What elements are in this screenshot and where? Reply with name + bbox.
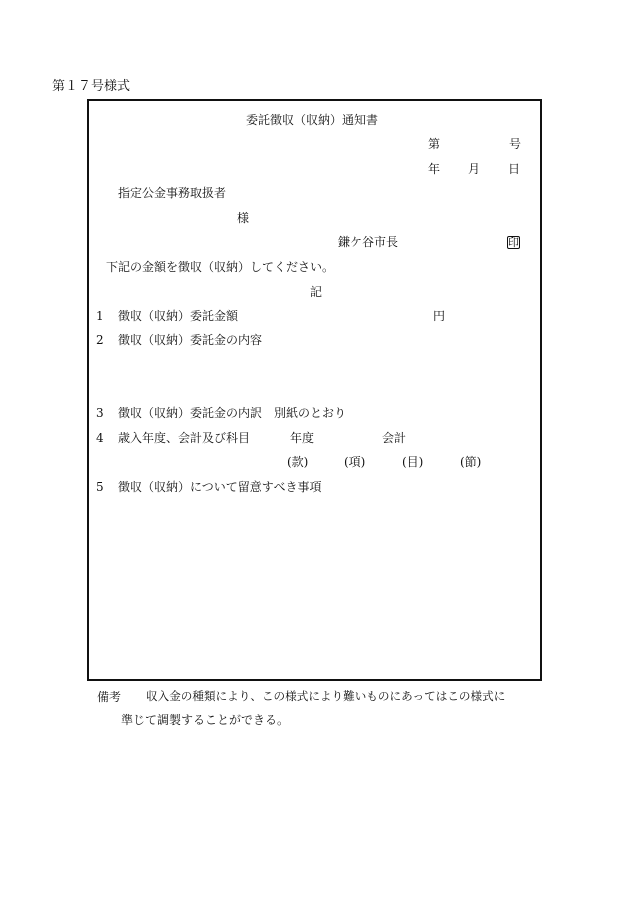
item4-year: 年度 — [290, 431, 315, 445]
item2-number: 2 — [96, 333, 104, 347]
number-prefix: 第 — [428, 137, 441, 151]
date-day: 日 — [508, 162, 521, 176]
item4-moku: (目) — [402, 455, 424, 469]
item1-unit: 円 — [433, 309, 446, 323]
item5-label: 徴収（収納）について留意すべき事項 — [118, 480, 322, 494]
date-year: 年 — [428, 162, 441, 176]
item5-number: 5 — [96, 480, 104, 494]
remarks-line2: 準じて調製することができる。 — [121, 713, 290, 727]
remarks-label: 備考 — [97, 690, 122, 704]
item3-label: 徴収（収納）委託金の内訳 別紙のとおり — [118, 406, 347, 420]
number-suffix: 号 — [509, 137, 522, 151]
date-month: 月 — [468, 162, 481, 176]
sender: 鎌ケ谷市長 — [338, 235, 399, 249]
item1-label: 徴収（収納）委託金額 — [118, 309, 239, 323]
ki-heading: 記 — [310, 285, 323, 299]
item4-setsu: (節) — [460, 455, 482, 469]
item2-label: 徴収（収納）委託金の内容 — [118, 333, 263, 347]
remarks-line1: 収入金の種類により、この様式により難いものにあってはこの様式に — [146, 689, 506, 703]
item3-number: 3 — [96, 406, 104, 420]
addressee-label: 指定公金事務取扱者 — [118, 186, 227, 200]
item4-kan: (款) — [287, 455, 309, 469]
addressee-honorific: 様 — [237, 211, 250, 225]
item4-number: 4 — [96, 431, 104, 445]
item4-label: 歳入年度、会計及び科目 — [118, 431, 251, 445]
seal-mark: 印 — [508, 236, 519, 249]
item4-account: 会計 — [382, 431, 407, 445]
form-number: 第１７号様式 — [52, 79, 131, 94]
document-title: 委託徴収（収納）通知書 — [246, 113, 379, 127]
request-text: 下記の金額を徴収（収納）してください。 — [106, 260, 335, 274]
item1-number: 1 — [96, 309, 104, 323]
item4-kou: (項) — [344, 455, 366, 469]
